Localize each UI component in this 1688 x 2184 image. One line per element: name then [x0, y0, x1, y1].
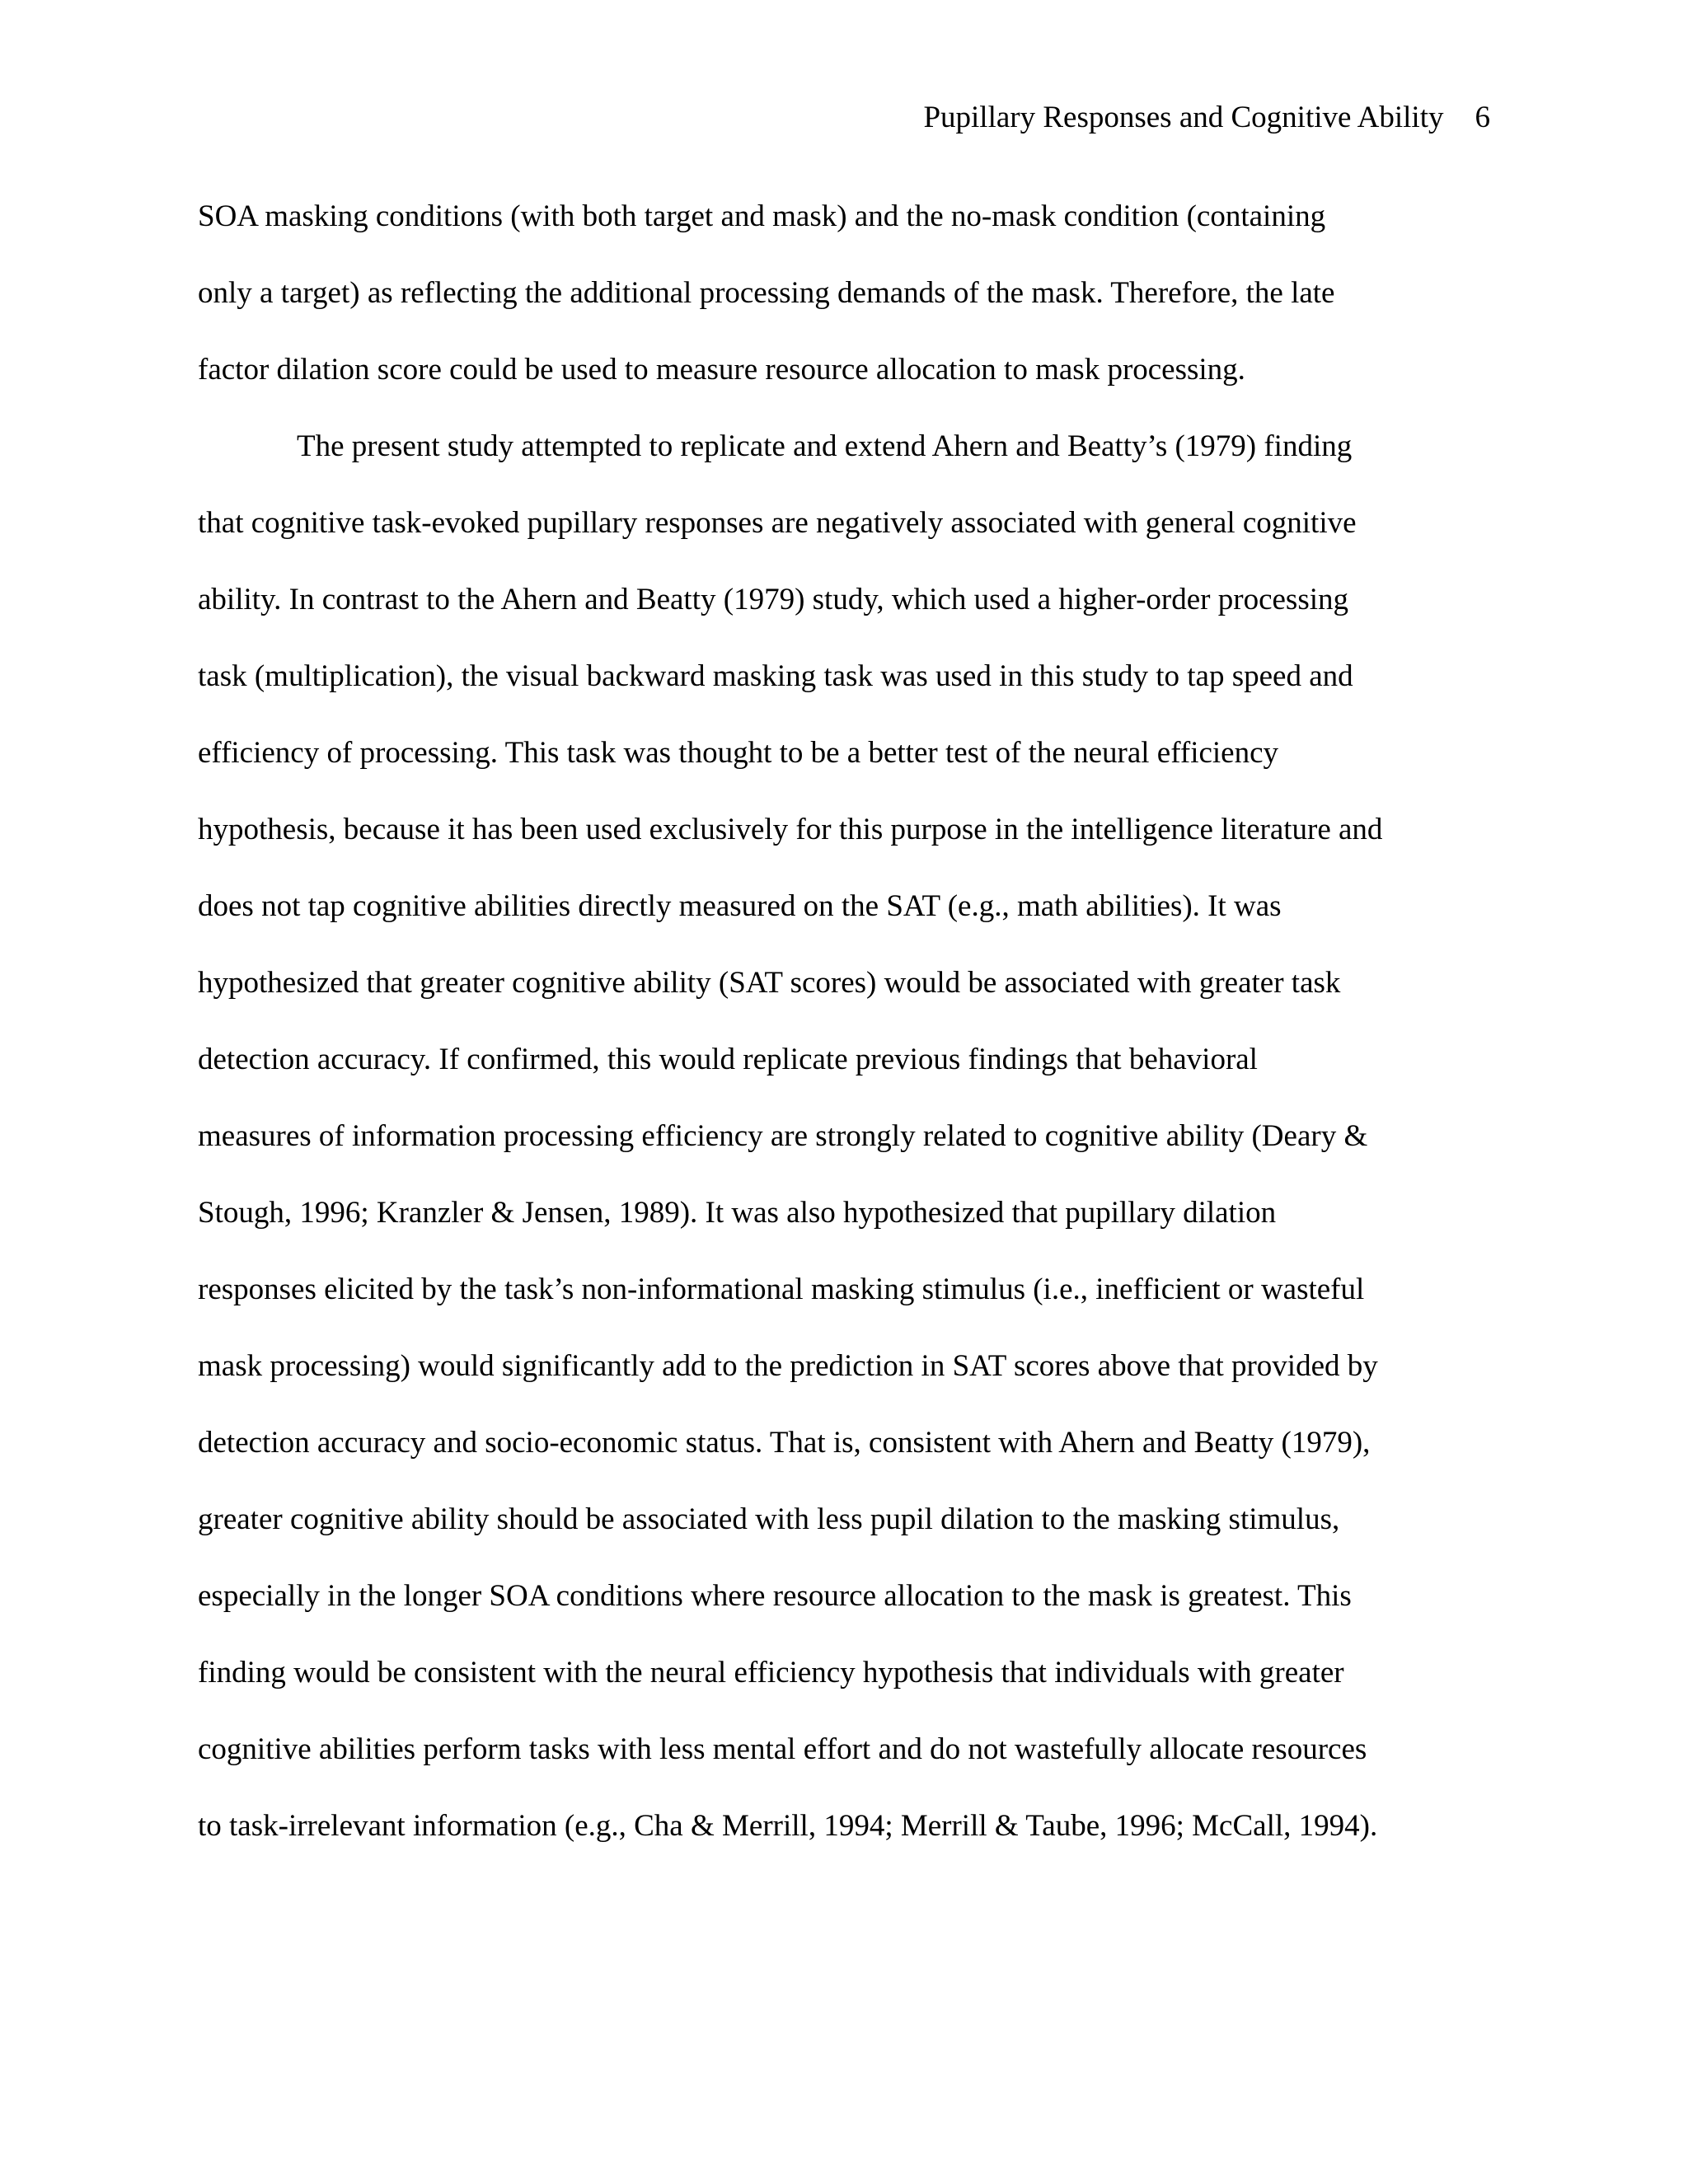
text-line: hypothesis, because it has been used exclusively for this purpose in the intelligence literature and — [198, 813, 1383, 846]
text-line: does not tap cognitive abilities directly measured on the SAT (e.g., math abilities). It was — [198, 889, 1282, 923]
text-line: finding would be consistent with the neural efficiency hypothesis that individuals with greater — [198, 1656, 1344, 1690]
text-line: mask processing) would significantly add to the prediction in SAT scores above that provided by — [198, 1349, 1378, 1383]
text-line: measures of information processing efficiency are strongly related to cognitive ability (Deary & — [198, 1119, 1368, 1153]
paragraph-start-line: The present study attempted to replicate and extend Ahern and Beatty’s (1979) finding — [297, 429, 1353, 463]
text-line: only a target) as reflecting the additional processing demands of the mask. Therefore, the late — [198, 276, 1335, 310]
text-line: efficiency of processing. This task was thought to be a better test of the neural efficiency — [198, 736, 1279, 770]
text-line: especially in the longer SOA conditions where resource allocation to the mask is greatest. This — [198, 1579, 1352, 1613]
text-line: cognitive abilities perform tasks with less mental effort and do not wastefully allocate resources — [198, 1732, 1367, 1766]
text-line: greater cognitive ability should be associated with less pupil dilation to the masking stimulus, — [198, 1502, 1340, 1536]
text-line: responses elicited by the task’s non-informational masking stimulus (i.e., inefficient or wasteful — [198, 1272, 1365, 1306]
text-line: detection accuracy and socio-economic status. That is, consistent with Ahern and Beatty (1979), — [198, 1426, 1371, 1460]
text-line: task (multiplication), the visual backward masking task was used in this study to tap speed and — [198, 659, 1353, 693]
text-line: hypothesized that greater cognitive ability (SAT scores) would be associated with greater task — [198, 966, 1341, 1000]
page-number: 6 — [1475, 101, 1490, 134]
text-line: SOA masking conditions (with both target and mask) and the no-mask condition (containing — [198, 199, 1326, 233]
text-line: detection accuracy. If confirmed, this would replicate previous findings that behavioral — [198, 1043, 1258, 1076]
body-text — [198, 196, 1517, 1882]
text-line: that cognitive task-evoked pupillary responses are negatively associated with general cognitive — [198, 506, 1357, 540]
running-head-title: Pupillary Responses and Cognitive Ability — [923, 101, 1444, 134]
text-line: ability. In contrast to the Ahern and Beatty (1979) study, which used a higher-order processing — [198, 583, 1348, 616]
text-line: factor dilation score could be used to measure resource allocation to mask processing. — [198, 353, 1245, 387]
running-head — [923, 97, 1490, 138]
text-line: to task-irrelevant information (e.g., Cha & Merrill, 1994; Merrill & Taube, 1996; McCall, 1994). — [198, 1809, 1378, 1843]
text-line: Stough, 1996; Kranzler & Jensen, 1989). It was also hypothesized that pupillary dilation — [198, 1196, 1277, 1230]
